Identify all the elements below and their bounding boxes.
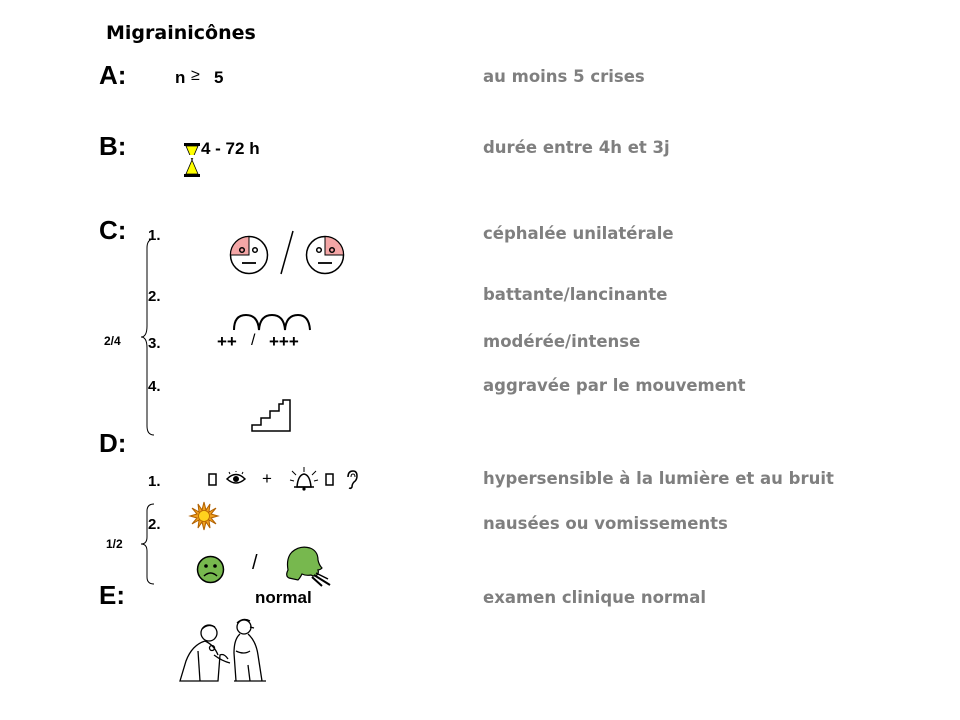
hourglass-icon	[184, 143, 201, 177]
plus-symbol: +	[262, 469, 272, 488]
criterion-a-symbol-n: n	[175, 68, 186, 87]
placeholder-box-icon	[325, 473, 334, 486]
intensity-separator: /	[251, 332, 256, 349]
criterion-c-item-4-description: aggravée par le mouvement	[483, 376, 746, 395]
half-head-pain-icon	[305, 235, 345, 275]
criterion-c-item-2-description: battante/lancinante	[483, 285, 668, 304]
greater-equal-symbol: ≥	[191, 67, 200, 84]
ear-icon	[345, 470, 358, 490]
stairs-icon	[251, 399, 291, 432]
criterion-d-item-2-description: nausées ou vomissements	[483, 514, 728, 533]
criterion-c-item-3-description: modérée/intense	[483, 332, 641, 351]
bell-icon	[289, 466, 319, 492]
criterion-a-symbol-value: 5	[214, 68, 224, 87]
criterion-b-label: B:	[99, 131, 127, 161]
criterion-a-description: au moins 5 crises	[483, 67, 645, 86]
doctor-examination-icon	[178, 615, 270, 685]
sun-icon	[190, 502, 218, 530]
criterion-d-item-1-number: 1.	[148, 473, 161, 490]
wave-icon	[233, 312, 311, 332]
nausea-separator: /	[252, 552, 258, 574]
criterion-c-label: C:	[99, 215, 127, 245]
vomiting-head-icon	[284, 546, 332, 588]
criterion-c-fraction: 2/4	[104, 334, 121, 348]
criterion-c-item-1-number: 1.	[148, 227, 161, 244]
criterion-d-item-2-number: 2.	[148, 516, 161, 533]
criterion-c-item-4-number: 4.	[148, 378, 161, 395]
criterion-d-label: D:	[99, 428, 127, 458]
criterion-a-label: A:	[99, 60, 127, 90]
duration-symbol: 4 - 72 h	[201, 139, 260, 158]
eye-icon	[226, 471, 246, 486]
slash-divider	[279, 230, 295, 275]
placeholder-box-icon	[208, 473, 217, 486]
intensity-moderate-symbol: ++	[217, 332, 237, 351]
page-title: Migrainicônes	[106, 22, 256, 44]
half-head-pain-icon	[229, 235, 269, 275]
criterion-c-item-1-description: céphalée unilatérale	[483, 224, 674, 243]
criterion-e-description: examen clinique normal	[483, 588, 707, 607]
criterion-b-description: durée entre 4h et 3j	[483, 138, 670, 157]
criterion-e-label: E:	[99, 580, 125, 610]
normal-label: normal	[255, 588, 312, 607]
criterion-c-item-2-number: 2.	[148, 288, 161, 305]
sad-face-icon	[196, 555, 225, 584]
criterion-d-fraction: 1/2	[106, 537, 123, 551]
criterion-d-item-1-description: hypersensible à la lumière et au bruit	[483, 469, 834, 488]
criterion-c-item-3-number: 3.	[148, 335, 161, 352]
intensity-severe-symbol: +++	[269, 332, 299, 351]
